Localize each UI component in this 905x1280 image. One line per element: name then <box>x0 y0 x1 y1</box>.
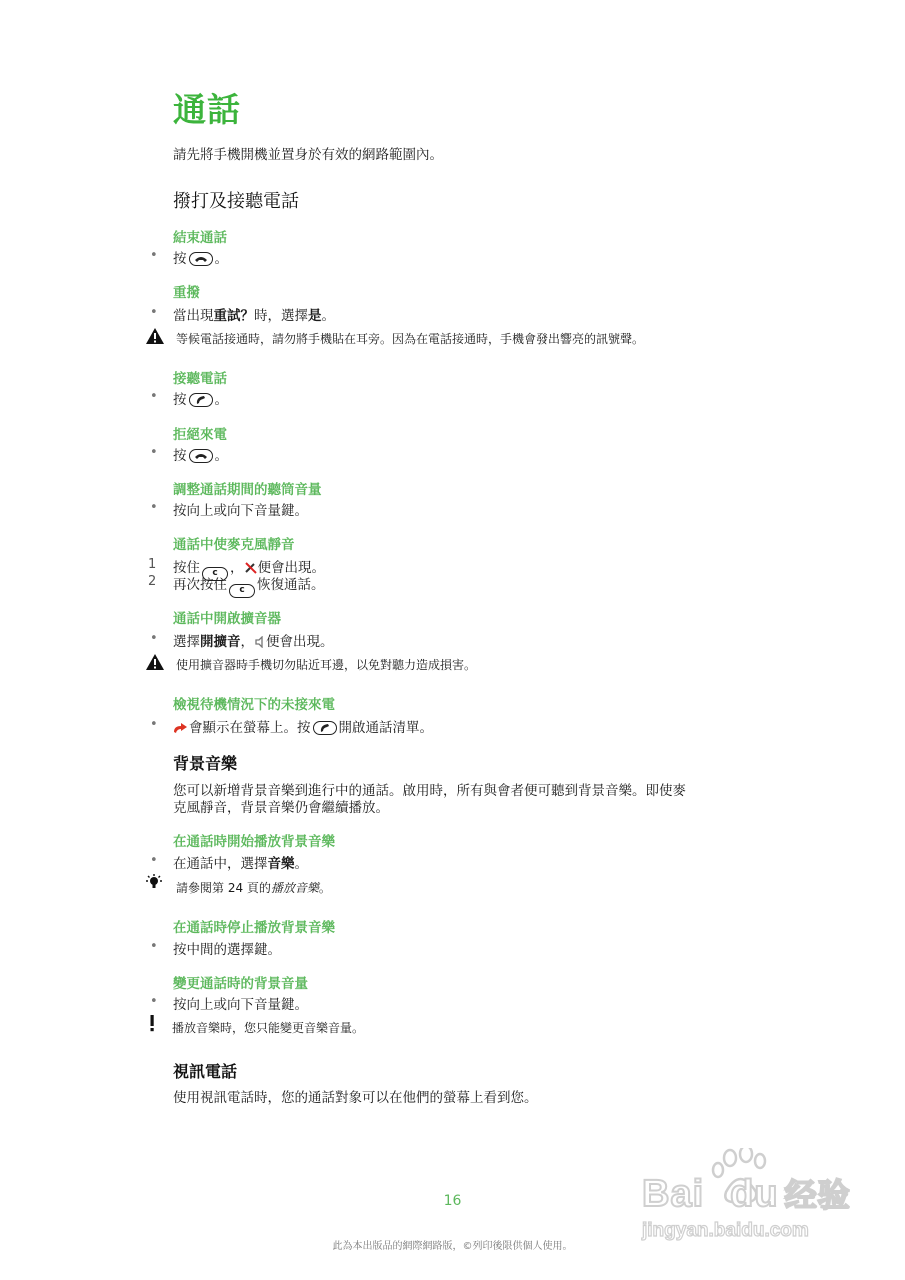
missed-calls-instruction <box>173 716 433 736</box>
reject-instruction <box>173 444 228 464</box>
subheading-change-volume: 變更通話時的背景音量 <box>173 976 308 992</box>
text-bold: 音樂 <box>267 856 295 872</box>
call-key-icon <box>189 393 213 407</box>
page-title: 通話 <box>173 90 241 129</box>
subheading-reject: 拒絕來電 <box>173 427 227 443</box>
footer-copyright: 此為本出版品的網際網路版，©列印後限供個人使用。 <box>332 1241 573 1252</box>
text: 會顯示在螢幕上。按 <box>189 720 311 736</box>
text: 選擇 <box>173 634 200 650</box>
text: 按 <box>173 251 187 267</box>
text: 當出現 <box>173 308 214 324</box>
c-key-icon: c <box>202 567 228 581</box>
text: ， <box>240 634 254 650</box>
page-number: 16 <box>443 1193 462 1209</box>
subheading-answer: 接聽電話 <box>173 371 227 387</box>
text: 。 <box>294 856 308 872</box>
text: 按住 <box>173 560 200 576</box>
text-bold: 開擴音 <box>200 634 241 650</box>
bullet: • <box>150 939 158 954</box>
text: 恢復通話。 <box>257 577 325 593</box>
text-italic: 播放音樂 <box>270 881 319 895</box>
text: 。 <box>214 251 228 267</box>
bullet: • <box>150 445 158 460</box>
text: 。 <box>318 881 331 895</box>
watermark-url: jingyan.baidu.com <box>642 1220 809 1241</box>
end-call-instruction <box>173 247 228 267</box>
text-bold: 是 <box>308 308 322 324</box>
subheading-end-call: 結束通話 <box>173 230 227 246</box>
text: 按 <box>173 448 187 464</box>
step-number: 2 <box>148 574 157 589</box>
text: 再次按住 <box>173 577 227 593</box>
change-volume-instruction: 按向上或向下音量鍵。 <box>173 997 308 1013</box>
tip-text <box>176 879 331 896</box>
step-number: 1 <box>148 557 157 572</box>
bullet: • <box>150 248 158 263</box>
speaker-icon <box>254 636 266 648</box>
text: 便會出現。 <box>266 634 334 650</box>
subheading-mute: 通話中使麥克風靜音 <box>173 537 295 553</box>
note-text: 播放音樂時，您只能變更音樂音量。 <box>172 1021 365 1035</box>
tip-lightbulb-icon <box>143 874 165 890</box>
text: 按 <box>173 392 187 408</box>
watermark-logo <box>640 1148 855 1248</box>
text: 。 <box>321 308 335 324</box>
video-call-text: 使用視訊電話時，您的通話對象可以在他們的螢幕上看到您。 <box>173 1090 538 1106</box>
bullet: • <box>150 389 158 404</box>
end-call-key-icon <box>189 252 213 266</box>
text: 。 <box>214 392 228 408</box>
text: 经验 <box>784 1177 851 1213</box>
background-music-paragraph-line2: 克風靜音，背景音樂仍會繼續播放。 <box>173 800 389 816</box>
answer-instruction <box>173 388 228 408</box>
subheading-stop-music: 在通話時停止播放背景音樂 <box>173 920 335 936</box>
bullet: • <box>150 853 158 868</box>
bullet: • <box>150 305 158 320</box>
text: ， <box>230 560 244 576</box>
section-heading-video-call: 視訊電話 <box>173 1062 238 1081</box>
section-heading-background-music: 背景音樂 <box>173 754 238 773</box>
subheading-start-music: 在通話時開始播放背景音樂 <box>173 834 335 850</box>
bullet: • <box>150 717 158 732</box>
text: Bai <box>642 1173 705 1215</box>
text: 請參閱第 24 頁的 <box>176 881 271 895</box>
text: 時，選擇 <box>254 308 308 324</box>
watermark-brand <box>642 1170 851 1216</box>
redial-instruction <box>173 304 335 324</box>
speaker-instruction <box>173 630 334 650</box>
subheading-missed-calls: 檢視待機情況下的未接來電 <box>173 697 335 713</box>
text: 開啟通話清單。 <box>338 720 433 736</box>
end-call-key-icon <box>189 449 213 463</box>
mute-step-2 <box>173 573 325 598</box>
warning-text: 使用擴音器時手機切勿貼近耳邊，以免對聽力造成損害。 <box>176 658 477 672</box>
subheading-speaker: 通話中開啟擴音器 <box>173 611 281 627</box>
subheading-redial: 重撥 <box>173 285 200 301</box>
intro-text: 請先將手機開機並置身於有效的網路範圍內。 <box>173 147 443 163</box>
call-key-icon <box>313 721 337 735</box>
warning-icon <box>145 327 165 345</box>
text-bold: 重試？ <box>213 308 254 324</box>
warning-icon <box>145 653 165 671</box>
text: 便會出現。 <box>257 560 325 576</box>
start-music-instruction <box>173 852 308 872</box>
stop-music-instruction: 按中間的選擇鍵。 <box>173 942 281 958</box>
bullet: • <box>150 994 158 1009</box>
bullet: • <box>150 500 158 515</box>
volume-instruction: 按向上或向下音量鍵。 <box>173 503 308 519</box>
subheading-volume: 調整通話期間的聽筒音量 <box>173 482 322 498</box>
missed-call-icon <box>173 721 189 734</box>
text: 。 <box>214 448 228 464</box>
background-music-paragraph-line1: 您可以新增背景音樂到進行中的通話。啟用時，所有與會者便可聽到背景音樂。即使麥 <box>173 783 686 799</box>
bullet: • <box>150 631 158 646</box>
exclamation-note-icon <box>148 1015 156 1032</box>
warning-text: 等候電話接通時，請勿將手機貼在耳旁。因為在電話接通時，手機會發出響亮的訊號聲。 <box>176 332 645 346</box>
text: 在通話中，選擇 <box>173 856 268 872</box>
text: du <box>730 1173 779 1215</box>
c-key-icon: c <box>229 584 255 598</box>
section-heading-calls: 撥打及接聽電話 <box>173 191 299 212</box>
